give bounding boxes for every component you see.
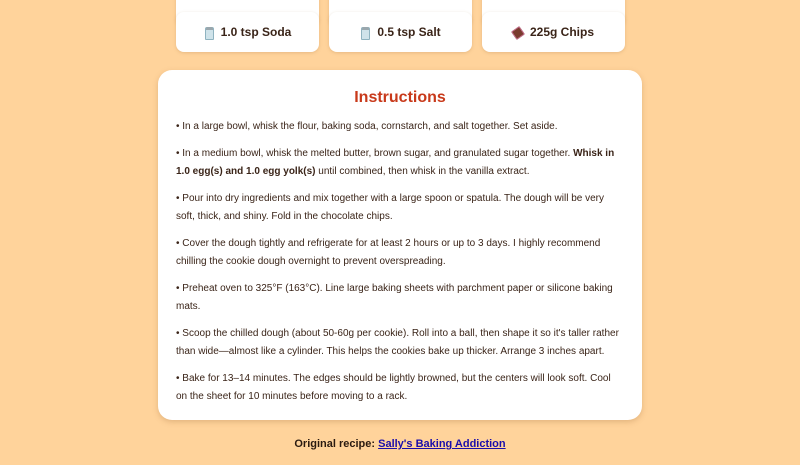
instruction-step-1: • In a large bowl, whisk the flour, baking soda, cornstarch, and salt together. Set aside. <box>176 121 558 132</box>
ingredient-row <box>176 12 625 52</box>
salt-shaker-icon <box>360 26 370 39</box>
instructions-card <box>158 70 642 420</box>
source-link[interactable]: Sally's Baking Addiction <box>378 438 506 450</box>
ingredient-card-chips <box>482 12 625 52</box>
ingredient-label: 0.5 tsp Salt <box>377 25 441 39</box>
chocolate-icon <box>513 26 523 39</box>
instruction-step-5: • Preheat oven to 325°F (163°C). Line large baking sheets with parchment paper or silicone baking mats. <box>176 283 613 312</box>
ingredient-label: 225g Chips <box>529 25 595 39</box>
instruction-step-6: • Scoop the chilled dough (about 50-60g per cookie). Roll into a ball, then shape it so it's taller rather than wide—almost like a cylinder. This helps the cookies bake up thicker. Arrange 3 inches apart. <box>176 328 619 357</box>
step-text: • In a medium bowl, whisk the melted butter, brown sugar, and granulated sugar together. <box>176 148 574 159</box>
recipe-source <box>0 438 800 450</box>
source-prefix: Original recipe: <box>294 438 379 450</box>
ingredient-card-salt <box>329 12 472 52</box>
step-text: until combined, then whisk in the vanilla extract. <box>315 166 530 177</box>
instruction-step-2 <box>176 145 624 181</box>
instruction-step-4: • Cover the dough tightly and refrigerate for at least 2 hours or up to 3 days. I highly recommend chilling the cookie dough overnight to prevent overspreading. <box>176 238 601 267</box>
ingredient-card-soda <box>176 12 319 52</box>
ingredient-label: 1.0 tsp Soda <box>220 25 292 39</box>
step-emphasis: Whisk in 1.0 egg(s) and 1.0 egg yolk(s) <box>176 148 615 177</box>
instruction-step-7: • Bake for 13–14 minutes. The edges should be lightly browned, but the centers will look soft. Cool on the sheet for 10 minutes before moving to a rack. <box>176 373 611 402</box>
instructions-title: Instructions <box>354 89 446 106</box>
salt-shaker-icon <box>204 26 214 39</box>
instruction-step-3: • Pour into dry ingredients and mix together with a large spoon or spatula. The dough will be very soft, thick, and shiny. Fold in the chocolate chips. <box>176 193 605 222</box>
